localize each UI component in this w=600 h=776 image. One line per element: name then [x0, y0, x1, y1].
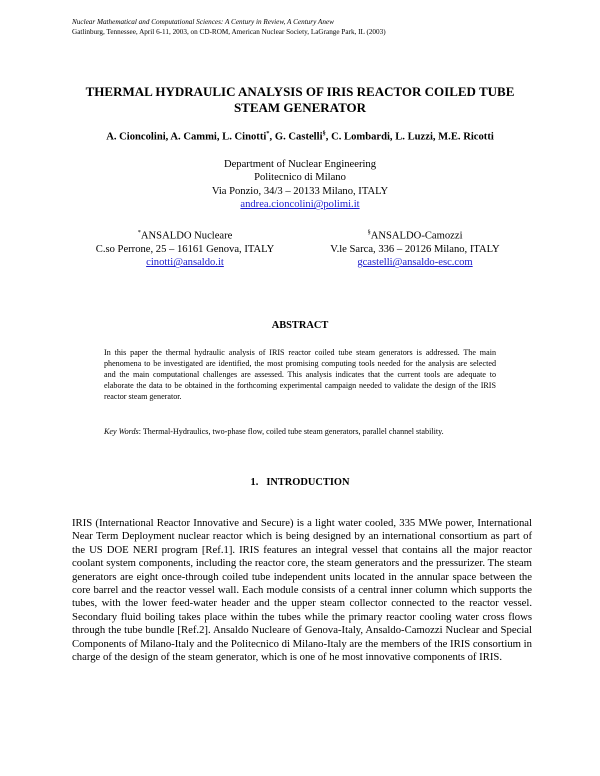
introduction-text: IRIS (International Reactor Innovative and Secure) is a light water cooled, 335 MWe power, International Near Term Deployment nuclear reactor which is being designed by an international consortium as part of the US DOE NERI program [Ref.1]. IRIS features an integral vessel that contains all the major reactor coolant system components, including the reactor core, the steam generators and the pressurizer. The steam generators are eight once-through coiled tube independent units located in the annular space between the core barrel and the reactor vessel wall. Each module consists of a central inner column which supports the tubes, with the lower feed-water header and the upper steam collector connected to the reactor vessel. Secondary fluid boiling takes place within the tubes while the primary reactor cooling water cross flows through the tube bundle [Ref.2]. Ansaldo Nucleare of Genova-Italy, Ansaldo-Camozzi Nuclear and Special Components of Milano-Italy and the Politecnico di Milano-Italy are the members of the IRIS consortium in charge of the design of the steam generator, which is one of he most innovative components of IRIS.	[72, 517, 532, 664]
section-heading-introduction	[200, 477, 400, 488]
affiliation-camozzi	[300, 226, 530, 270]
affiliation-mark-ansaldo: *	[137, 229, 141, 236]
author-mark-ansaldo: *	[266, 130, 270, 137]
keywords-label: Key Words	[104, 427, 139, 436]
keywords-text: : Thermal-Hydraulics, two-phase flow, coiled tube steam generators, parallel channel stability.	[138, 427, 444, 436]
keywords	[104, 426, 496, 437]
affiliation-address-camozzi: V.le Sarca, 336 – 20126 Milano, ITALY	[330, 243, 500, 255]
abstract-heading: ABSTRACT	[271, 320, 329, 331]
authors-part-2: , G. Castelli	[269, 131, 323, 143]
authors-part-3: , C. Lombardi, L. Luzzi, M.E. Ricotti	[325, 131, 494, 143]
email-link-camozzi[interactable]: gcastelli@ansaldo-esc.com	[357, 257, 473, 269]
affiliation-institution: Politecnico di Milano	[254, 172, 346, 184]
author-mark-camozzi: §	[322, 130, 326, 137]
email-link-ansaldo[interactable]: cinotti@ansaldo.it	[146, 257, 224, 269]
affiliation-ansaldo	[70, 226, 300, 270]
paper-title	[60, 84, 540, 116]
abstract-text: In this paper the thermal hydraulic analysis of IRIS reactor coiled tube steam generators is addressed. The main phenomena to be investigated are identified, the most promising computing tools needed for the analysis are selected and the main computational challenges are assessed. This analysis indicates that the current tools are adequate to elaborate the data to be obtained in the forthcoming experimental campaign needed to validate the design of the IRIS reactor steam generator.	[104, 348, 496, 401]
section-number: 1.	[250, 477, 259, 488]
email-link-polimi[interactable]: andrea.cioncolini@polimi.it	[240, 199, 360, 211]
conference-info: Gatlinburg, Tennessee, April 6-11, 2003, on CD-ROM, American Nuclear Society, LaGrange Park, IL (2003)	[72, 27, 386, 36]
section-title: INTRODUCTION	[266, 477, 350, 488]
affiliation-address-ansaldo: C.so Perrone, 25 – 16161 Genova, ITALY	[95, 243, 275, 255]
authors-part-1: A. Cioncolini, A. Cammi, L. Cinotti	[106, 131, 267, 143]
author-list	[30, 130, 570, 143]
affiliation-name-camozzi: ANSALDO-Camozzi	[370, 230, 463, 242]
affiliation-polimi	[150, 158, 450, 212]
running-header	[72, 18, 542, 37]
affiliation-mark-camozzi: §	[367, 229, 371, 236]
title-line-2: STEAM GENERATOR	[233, 100, 367, 115]
affiliation-name-ansaldo: ANSALDO Nucleare	[140, 230, 233, 242]
affiliation-department: Department of Nuclear Engineering	[223, 159, 377, 170]
title-line-1: THERMAL HYDRAULIC ANALYSIS OF IRIS REACTOR COILED TUBE	[85, 84, 515, 99]
journal-name: Nuclear Mathematical and Computational Sciences: A Century in Review, A Century Anew	[72, 18, 334, 26]
affiliation-address: Via Ponzio, 34/3 – 20133 Milano, ITALY	[211, 185, 389, 197]
